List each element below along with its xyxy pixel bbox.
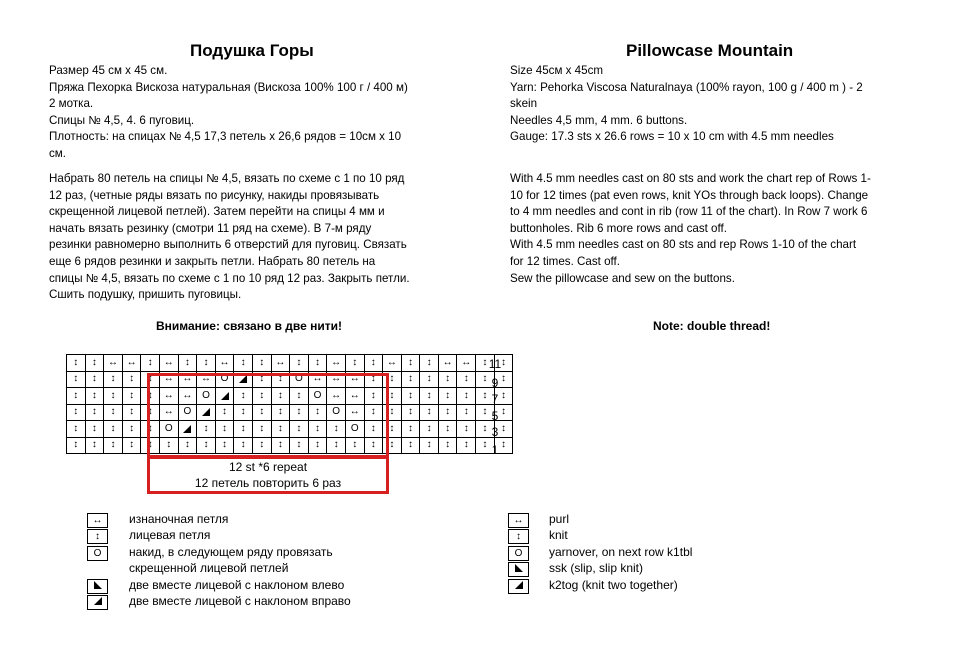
knit-cell: ↕	[494, 404, 513, 421]
yarnover-cell: O	[197, 388, 216, 405]
knit-cell: ↕	[476, 355, 495, 372]
knit-cell: ↕	[401, 355, 420, 372]
body-ru-line: спицы № 4,5, вязать по схеме с 1 по 10 ряд 12 раз. Закрыть петли.	[49, 271, 410, 285]
knit-cell: ↕	[290, 437, 309, 454]
intro-en-line: Size 45cм x 45cm	[510, 64, 604, 77]
knit-cell: ↕	[401, 388, 420, 405]
intro-en-line: Yarn: Pehorka Viscosa Naturalnaya (100% rayon, 100 g / 400 m ) - 2	[510, 80, 863, 94]
knit-cell: ↕	[494, 421, 513, 438]
knit-cell: ↕	[197, 355, 216, 372]
knit-cell: ↕	[252, 371, 271, 388]
purl-cell: ↔	[178, 388, 197, 405]
knit-cell: ↕	[494, 371, 513, 388]
purl-cell: ↔	[327, 388, 346, 405]
knit-cell: ↕	[364, 388, 383, 405]
knit-cell: ↕	[438, 404, 457, 421]
knit-cell: ↕	[67, 421, 86, 438]
knit-cell: ↕	[252, 388, 271, 405]
knit-cell: ↕	[383, 388, 402, 405]
yarnover-cell: O	[308, 388, 327, 405]
knit-cell: ↕	[457, 388, 476, 405]
knit-cell: ↕	[383, 437, 402, 454]
row-number: 3	[491, 425, 499, 439]
row-number: 11	[488, 357, 502, 371]
knit-cell: ↕	[122, 437, 141, 454]
knit-cell: ↕	[438, 371, 457, 388]
purl-cell: ↔	[308, 371, 327, 388]
purl-cell: ↔	[383, 355, 402, 372]
body-en-line: buttonholes. Rib 6 more rows and cast off.	[510, 221, 727, 235]
intro-ru-line: Плотность: на спицах № 4,5 17,3 петель х 26,6 рядов = 10см х 10	[49, 130, 402, 144]
knit-cell: ↕	[290, 388, 309, 405]
title-en: Pillowcase Mountain	[626, 41, 794, 60]
knit-cell: ↕	[67, 437, 86, 454]
body-en-line: for 12 times. Cast off.	[510, 254, 620, 268]
knit-cell: ↕	[420, 437, 439, 454]
knit-cell: ↕	[178, 437, 197, 454]
body-en-line: 10 for 12 times (pat even rows, knit YOs through back loops). Change	[510, 188, 869, 202]
row-number: 1	[491, 443, 499, 457]
knit-cell: ↕	[104, 437, 123, 454]
intro-en-line: skein	[510, 97, 538, 111]
knit-cell: ↕	[122, 421, 141, 438]
legend-label: ssk (slip, slip knit)	[549, 561, 644, 575]
chart-row	[67, 421, 513, 438]
knit-cell: ↕	[234, 355, 253, 372]
body-ru-line: 12 раз, (четные ряды вязать по рисунку, накиды провязывать	[49, 188, 380, 202]
intro-ru-line: Спицы № 4,5, 4. 6 пуговиц.	[49, 113, 195, 127]
intro-en	[510, 63, 935, 146]
row-number: 7	[491, 392, 499, 406]
k2tog-icon	[87, 595, 108, 610]
body-en-line: With 4.5 mm needles cast on 80 sts and rep Rows 1-10 of the chart	[510, 238, 857, 252]
note-en: Note: double thread!	[653, 319, 771, 333]
ssk-icon	[87, 579, 108, 594]
yarnover-cell: O	[290, 371, 309, 388]
knit-cell: ↕	[141, 404, 160, 421]
purl-cell: ↔	[438, 355, 457, 372]
intro-ru-line: Пряжа Пехорка Вискоза натуральная (Вискоза 100% 100 г / 400 м)	[49, 80, 408, 94]
legend-label: purl	[549, 512, 570, 526]
k2tog-cell	[215, 388, 234, 405]
knit-cell: ↕	[401, 421, 420, 438]
knit-cell: ↕	[383, 404, 402, 421]
knit-cell: ↕	[271, 437, 290, 454]
yarnover-cell: O	[178, 404, 197, 421]
knit-icon: ↕	[508, 529, 529, 544]
knit-cell: ↕	[290, 421, 309, 438]
knit-cell: ↕	[345, 437, 364, 454]
body-ru-line: скрещенной лицевой петлей). Затем перейти на спицы 4 мм и	[49, 205, 385, 219]
knit-cell: ↕	[271, 371, 290, 388]
legend-label: yarnover, on next row k1tbl	[549, 545, 693, 559]
knit-cell: ↕	[476, 388, 495, 405]
intro-ru	[49, 63, 469, 163]
knit-cell: ↕	[438, 421, 457, 438]
purl-cell: ↔	[159, 388, 178, 405]
legend-label: k2tog (knit two together)	[549, 578, 678, 592]
knit-cell: ↕	[141, 355, 160, 372]
chart-row	[67, 388, 513, 405]
yarnover-cell: O	[159, 421, 178, 438]
yarnover-icon: O	[87, 546, 108, 561]
knit-cell: ↕	[234, 421, 253, 438]
knit-cell: ↕	[85, 421, 104, 438]
knit-cell: ↕	[290, 404, 309, 421]
body-ru-line: резинки равномерно выполнить 6 отверстий для пуговиц. Связать	[49, 238, 407, 252]
legend-label: две вместе лицевой с наклоном влево	[129, 578, 345, 592]
yarnover-cell: O	[327, 404, 346, 421]
k2tog-cell	[197, 404, 216, 421]
purl-cell: ↔	[178, 371, 197, 388]
knit-cell: ↕	[345, 355, 364, 372]
repeat-label-ru: 12 петель повторить 6 раз	[194, 476, 342, 490]
body-ru	[49, 171, 469, 304]
knit-cell: ↕	[308, 437, 327, 454]
knit-cell: ↕	[85, 371, 104, 388]
knit-cell: ↕	[364, 355, 383, 372]
knit-cell: ↕	[308, 404, 327, 421]
purl-cell: ↔	[159, 371, 178, 388]
knit-cell: ↕	[197, 421, 216, 438]
knit-icon: ↕	[87, 529, 108, 544]
knit-cell: ↕	[308, 355, 327, 372]
k2tog-icon	[508, 579, 529, 594]
knit-cell: ↕	[420, 355, 439, 372]
knit-cell: ↕	[476, 421, 495, 438]
knit-cell: ↕	[85, 437, 104, 454]
knit-cell: ↕	[457, 404, 476, 421]
knit-cell: ↕	[141, 371, 160, 388]
legend-label: скрещенной лицевой петлей	[129, 561, 289, 575]
knit-cell: ↕	[141, 437, 160, 454]
purl-cell: ↔	[159, 355, 178, 372]
body-ru-line: Сшить подушку, пришить пуговицы.	[49, 288, 242, 302]
knit-cell: ↕	[308, 421, 327, 438]
knit-cell: ↕	[383, 371, 402, 388]
knit-cell: ↕	[420, 404, 439, 421]
ssk-icon	[508, 562, 529, 577]
k2tog-cell	[234, 371, 253, 388]
purl-icon: ↔	[87, 513, 108, 528]
purl-cell: ↔	[457, 355, 476, 372]
knit-cell: ↕	[122, 371, 141, 388]
knit-cell: ↕	[104, 421, 123, 438]
body-en	[510, 171, 935, 287]
knit-cell: ↕	[122, 388, 141, 405]
body-ru-line: начать вязать резинку (смотри 11 ряд на схеме). В 7-м ряду	[49, 221, 372, 235]
knit-cell: ↕	[234, 404, 253, 421]
intro-en-line: Gauge: 17.3 sts x 26.6 rows = 10 x 10 cm with 4.5 mm needles	[510, 130, 834, 144]
knit-cell: ↕	[67, 404, 86, 421]
purl-icon: ↔	[508, 513, 529, 528]
knit-cell: ↕	[271, 388, 290, 405]
knit-cell: ↕	[234, 437, 253, 454]
knit-cell: ↕	[476, 371, 495, 388]
intro-ru-line: Размер 45 см х 45 см.	[49, 64, 168, 77]
knit-cell: ↕	[438, 388, 457, 405]
body-en-line: With 4.5 mm needles cast on 80 sts and work the chart rep of Rows 1-	[510, 172, 871, 185]
knit-cell: ↕	[364, 437, 383, 454]
knitting-chart	[66, 354, 513, 454]
row-number: 9	[491, 376, 499, 390]
knit-cell: ↕	[104, 404, 123, 421]
knit-cell: ↕	[67, 355, 86, 372]
knit-cell: ↕	[401, 404, 420, 421]
intro-en-line: Needles 4,5 mm, 4 mm. 6 buttons.	[510, 113, 688, 127]
knit-cell: ↕	[215, 421, 234, 438]
purl-cell: ↔	[345, 371, 364, 388]
knit-cell: ↕	[271, 421, 290, 438]
note-ru: Внимание: связано в две нити!	[156, 319, 343, 333]
knit-cell: ↕	[290, 355, 309, 372]
knit-cell: ↕	[327, 437, 346, 454]
yarnover-icon: O	[508, 546, 529, 561]
purl-cell: ↔	[215, 355, 234, 372]
knit-cell: ↕	[420, 421, 439, 438]
knit-cell: ↕	[476, 404, 495, 421]
knit-cell: ↕	[67, 388, 86, 405]
purl-cell: ↔	[345, 404, 364, 421]
body-ru-line: Набрать 80 петель на спицы № 4,5, вязать по схеме с 1 по 10 ряд	[49, 172, 405, 185]
knit-cell: ↕	[438, 437, 457, 454]
knit-cell: ↕	[252, 355, 271, 372]
knit-cell: ↕	[476, 437, 495, 454]
purl-cell: ↔	[122, 355, 141, 372]
knit-cell: ↕	[327, 421, 346, 438]
k2tog-cell	[178, 421, 197, 438]
body-ru-line: еще 6 рядов резинки и закрыть петли. Набрать 80 петель на	[49, 254, 376, 268]
knit-cell: ↕	[141, 421, 160, 438]
chart-row	[67, 371, 513, 388]
knit-cell: ↕	[457, 371, 476, 388]
knit-cell: ↕	[420, 388, 439, 405]
yarnover-cell: O	[215, 371, 234, 388]
knit-cell: ↕	[252, 421, 271, 438]
knit-cell: ↕	[85, 355, 104, 372]
body-en-line: Sew the pillowcase and sew on the buttons.	[510, 271, 735, 285]
knit-cell: ↕	[252, 437, 271, 454]
knit-cell: ↕	[494, 437, 513, 454]
knit-cell: ↕	[159, 437, 178, 454]
knit-cell: ↕	[85, 404, 104, 421]
purl-cell: ↔	[104, 355, 123, 372]
purl-cell: ↔	[197, 371, 216, 388]
knit-cell: ↕	[178, 355, 197, 372]
purl-cell: ↔	[327, 355, 346, 372]
chart-row	[67, 355, 513, 372]
knit-cell: ↕	[364, 404, 383, 421]
knit-cell: ↕	[252, 404, 271, 421]
knit-cell: ↕	[383, 421, 402, 438]
knit-cell: ↕	[197, 437, 216, 454]
knit-cell: ↕	[215, 404, 234, 421]
legend-label: две вместе лицевой с наклоном вправо	[129, 594, 351, 608]
knit-cell: ↕	[364, 421, 383, 438]
knit-cell: ↕	[494, 388, 513, 405]
yarnover-cell: O	[345, 421, 364, 438]
chart-row	[67, 437, 513, 454]
intro-ru-line: 2 мотка.	[49, 97, 94, 111]
knit-cell: ↕	[494, 355, 513, 372]
row-number: 5	[491, 409, 499, 423]
knit-cell: ↕	[141, 388, 160, 405]
knit-cell: ↕	[401, 371, 420, 388]
purl-cell: ↔	[271, 355, 290, 372]
legend-label: лицевая петля	[129, 528, 211, 542]
purl-cell: ↔	[159, 404, 178, 421]
knit-cell: ↕	[420, 371, 439, 388]
purl-cell: ↔	[327, 371, 346, 388]
knit-cell: ↕	[364, 371, 383, 388]
legend-label: накид, в следующем ряду провязать	[129, 545, 333, 559]
knit-cell: ↕	[457, 421, 476, 438]
intro-ru-line: см.	[49, 146, 66, 160]
knit-cell: ↕	[271, 404, 290, 421]
knit-cell: ↕	[457, 437, 476, 454]
knit-cell: ↕	[67, 371, 86, 388]
knit-cell: ↕	[122, 404, 141, 421]
knit-cell: ↕	[85, 388, 104, 405]
legend-label: knit	[549, 528, 568, 542]
knit-cell: ↕	[401, 437, 420, 454]
legend-label: изнаночная петля	[129, 512, 229, 526]
knit-cell: ↕	[234, 388, 253, 405]
purl-cell: ↔	[345, 388, 364, 405]
knit-cell: ↕	[215, 437, 234, 454]
knit-cell: ↕	[104, 371, 123, 388]
body-en-line: to 4 mm needles and cont in rib (row 11 of the chart). In Row 7 work 6	[510, 205, 868, 219]
title-ru: Подушка Горы	[190, 41, 314, 60]
knit-cell: ↕	[104, 388, 123, 405]
repeat-label-en: 12 st *6 repeat	[228, 460, 308, 474]
chart-row	[67, 404, 513, 421]
